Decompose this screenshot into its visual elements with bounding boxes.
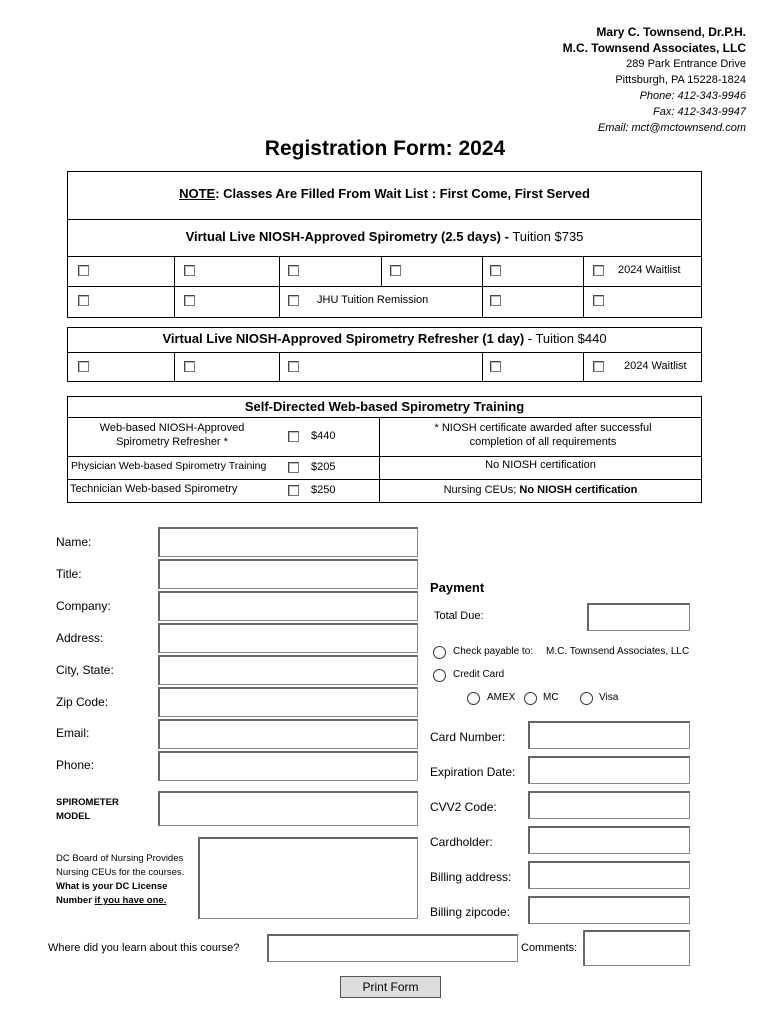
selfdirected-row3-note-b: No NIOSH certification [519,484,638,496]
course2-title-text: Virtual Live NIOSH-Approved Spirometry Refresher (1 day) [162,331,525,346]
selfdirected-row1-note: * NIOSH certificate awarded after successful completion of all requirements [434,422,652,448]
check-label: Check payable to: [453,646,534,657]
course2-title [68,331,701,346]
selfdirected-row3-note-a: Nursing CEUs; [443,484,520,496]
course1-checkbox-9[interactable] [593,295,604,306]
header-city: Pittsburgh, PA 15228-1824 [615,74,746,86]
total-due-label: Total Due: [434,610,484,622]
dc-line-1: DC Board of Nursing Provides [56,853,184,864]
course1-tuition: Tuition $735 [508,229,584,244]
spirometer-model-input[interactable] [158,791,418,826]
header-fax: Fax: 412-343-9947 [653,106,746,118]
dc-line-4a: Number [56,895,95,906]
credit-card-radio[interactable] [433,669,446,682]
expiration-input[interactable] [528,756,690,784]
billing-address-label: Billing address: [430,870,512,884]
course1-table [67,171,702,318]
cvv-label: CVV2 Code: [430,800,497,814]
course2-checkbox-1[interactable] [78,361,89,372]
spirometer-label [56,796,119,824]
course1-checkbox-6[interactable] [78,295,89,306]
amex-radio[interactable] [467,692,480,705]
dc-line-2: Nursing CEUs for the courses. [56,867,185,878]
learn-input[interactable] [267,934,518,962]
course2-tuition: - Tuition $440 [524,331,607,346]
city-state-input[interactable] [158,655,418,685]
comments-input[interactable] [583,930,690,966]
selfdirected-row1-price: $440 [311,430,336,442]
course1-checkbox-7[interactable] [184,295,195,306]
dc-license-input[interactable] [198,837,418,919]
note-body: : Classes Are Filled From Wait List : First Come, First Served [215,186,590,201]
course1-waitlist-checkbox[interactable] [593,265,604,276]
billing-zip-label: Billing zipcode: [430,905,511,919]
course2-table [67,327,702,382]
cvv-input[interactable] [528,791,690,819]
header-email: Email: mct@mctownsend.com [597,122,746,134]
zip-input[interactable] [158,687,418,717]
course2-checkbox-4[interactable] [490,361,501,372]
note-text [68,186,701,201]
jhu-remission-checkbox[interactable] [288,295,299,306]
course2-checkbox-2[interactable] [184,361,195,372]
contact-header [563,24,746,136]
jhu-remission-label: JHU Tuition Remission [317,294,429,306]
spirometer-label-a: SPIROMETER [56,797,119,808]
header-street: 289 Park Entrance Drive [626,58,746,70]
selfdirected-row1-name: Web-based NIOSH-Approved Spirometry Refresher * [99,422,245,448]
dc-line-3: What is your DC License [56,881,168,892]
selfdirected-row3-name: Technician Web-based Spirometry [70,483,238,495]
selfdirected-row1-checkbox[interactable] [288,431,299,442]
cardholder-label: Cardholder: [430,835,493,849]
course1-checkbox-1[interactable] [78,265,89,276]
visa-radio[interactable] [580,692,593,705]
card-number-input[interactable] [528,721,690,749]
check-radio[interactable] [433,646,446,659]
phone-label: Phone: [56,758,95,772]
selfdirected-row2-note: No NIOSH certification [485,459,596,471]
name-input[interactable] [158,527,418,557]
dc-license-label [56,852,184,908]
check-payee: M.C. Townsend Associates, LLC [546,646,690,657]
company-input[interactable] [158,591,418,621]
dc-line-4b: if you have one. [94,895,167,906]
email-input[interactable] [158,719,418,749]
company-label: Company: [56,599,111,613]
selfdirected-row2-name: Physician Web-based Spirometry Training [71,460,267,472]
selfdirected-row3-checkbox[interactable] [288,485,299,496]
total-due-input[interactable] [587,603,690,631]
dc-line-4 [56,894,184,908]
phone-input[interactable] [158,751,418,781]
city-state-label: City, State: [56,663,114,677]
header-phone: Phone: 412-343-9946 [639,90,746,102]
credit-card-label: Credit Card [453,669,505,680]
mc-radio[interactable] [524,692,537,705]
billing-zip-input[interactable] [528,896,690,924]
amex-label: AMEX [487,692,516,703]
billing-address-input[interactable] [528,861,690,889]
selfdirected-row2-price: $205 [311,461,336,473]
course1-title-text: Virtual Live NIOSH-Approved Spirometry (2.5 days) - [185,229,509,244]
cardholder-input[interactable] [528,826,690,854]
comments-label: Comments: [521,942,578,954]
name-label: Name: [56,535,92,549]
note-prefix: NOTE [179,186,216,201]
payment-title: Payment [430,580,485,595]
selfdirected-row3-note [380,484,701,496]
course2-checkbox-3[interactable] [288,361,299,372]
course1-title [68,229,701,244]
address-input[interactable] [158,623,418,653]
course1-checkbox-5[interactable] [490,265,501,276]
course2-waitlist-checkbox[interactable] [593,361,604,372]
visa-label: Visa [599,692,619,703]
course1-checkbox-2[interactable] [184,265,195,276]
print-form-button[interactable]: Print Form [340,976,441,998]
title-input[interactable] [158,559,418,589]
course1-checkbox-3[interactable] [288,265,299,276]
spirometer-label-b: MODEL [56,811,91,822]
selfdirected-row3-price: $250 [311,484,336,496]
header-company: M.C. Townsend Associates, LLC [562,41,746,55]
course1-checkbox-8[interactable] [490,295,501,306]
email-label: Email: [56,726,90,740]
card-number-label: Card Number: [430,730,506,744]
course1-waitlist-label: 2024 Waitlist [618,264,681,276]
course2-waitlist-label: 2024 Waitlist [624,360,687,372]
selfdirected-row2-checkbox[interactable] [288,462,299,473]
title-label: Title: [56,567,82,581]
zip-label: Zip Code: [56,695,109,709]
selfdirected-table [67,396,702,503]
selfdirected-title: Self-Directed Web-based Spirometry Training [244,399,525,414]
mc-label: MC [543,692,559,703]
address-label: Address: [56,631,104,645]
header-name: Mary C. Townsend, Dr.P.H. [596,25,746,39]
expiration-label: Expiration Date: [430,765,516,779]
page-title: Registration Form: 2024 [264,137,506,160]
learn-label: Where did you learn about this course? [48,942,240,954]
course1-checkbox-4[interactable] [390,265,401,276]
